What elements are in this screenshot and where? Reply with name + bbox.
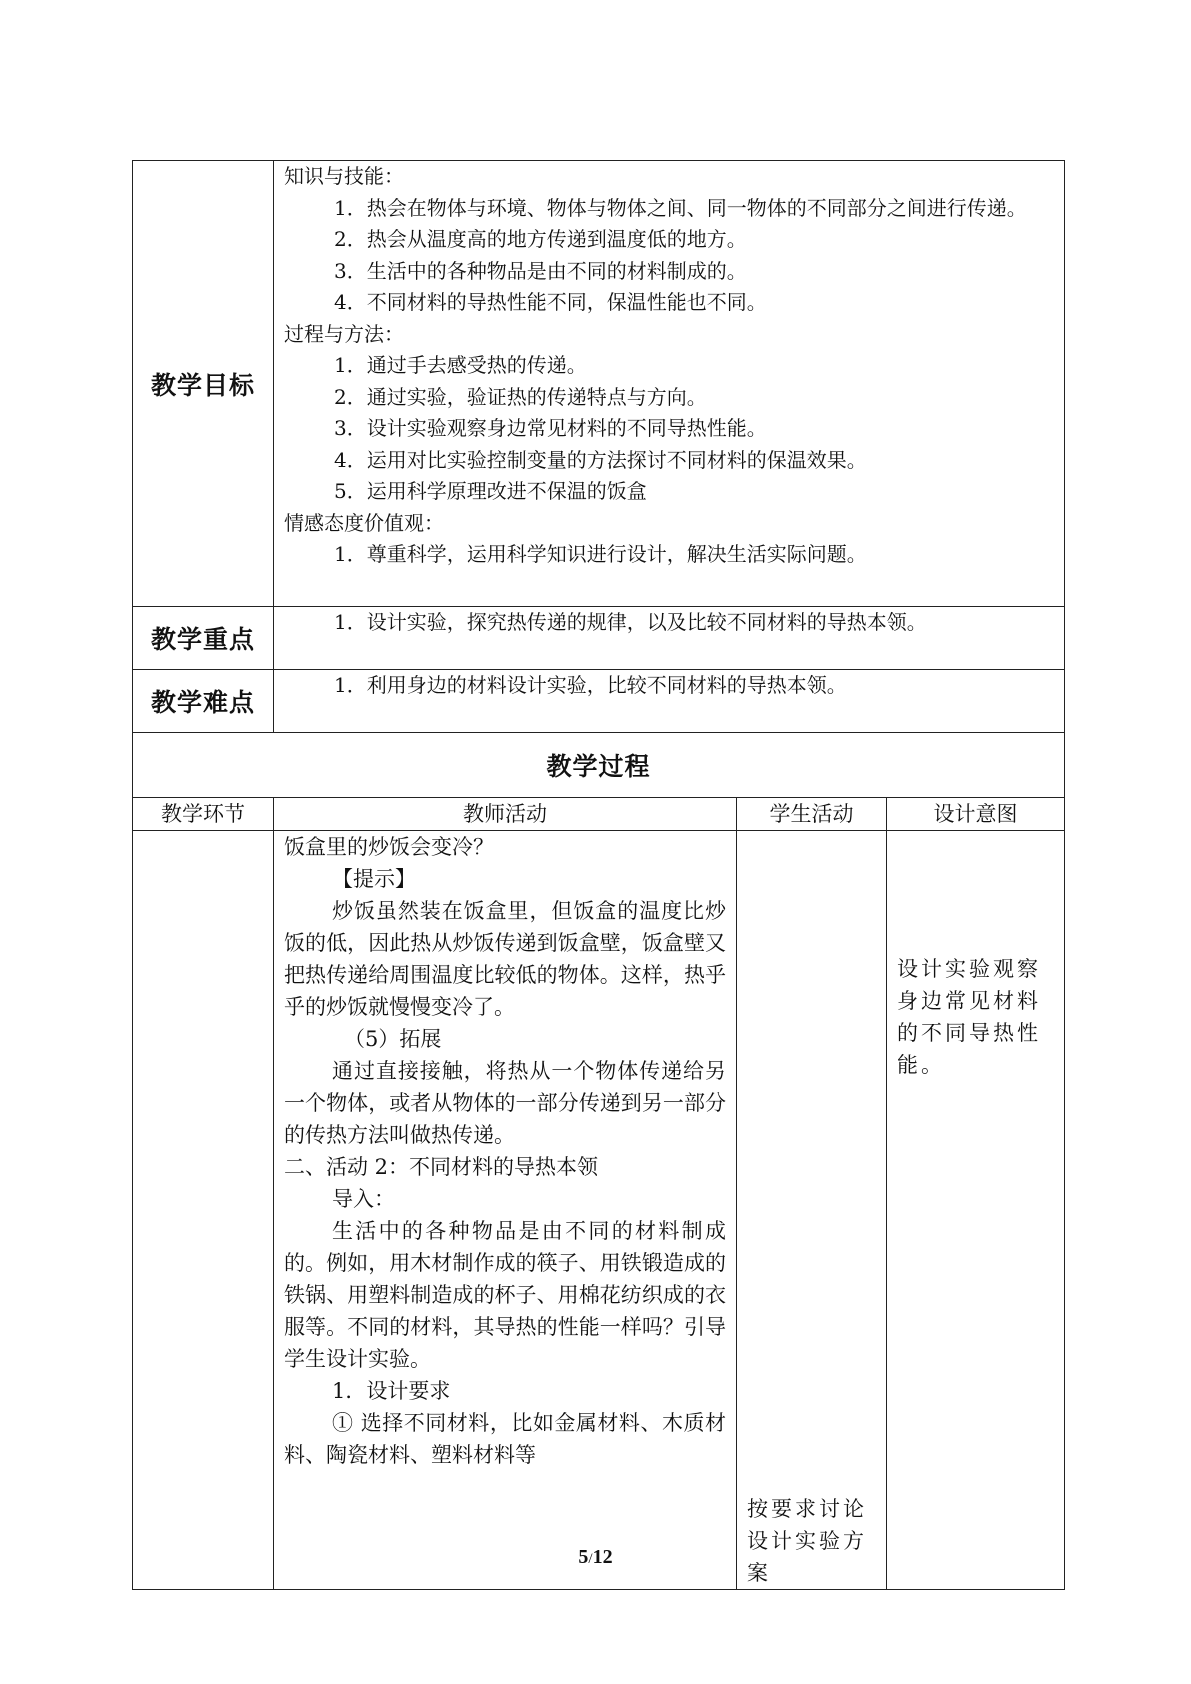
student-activity-cell <box>737 831 887 1590</box>
difficulties-label: 教学难点 <box>133 670 274 733</box>
teacher-activity-paragraph: 饭盒里的炒饭会变冷？ <box>284 835 494 859</box>
objectives-row <box>133 161 1065 607</box>
header-intent: 设计意图 <box>887 798 1065 831</box>
teacher-activity-cell <box>274 831 737 1590</box>
knowledge-item: 1．热会在物体与环境、物体与物体之间、同一物体的不同部分之间进行传递。 <box>334 195 1027 220</box>
process-item: 2．通过实验，验证热的传递特点与方向。 <box>334 384 707 409</box>
teacher-activity-paragraph: 导入： <box>332 1187 395 1211</box>
process-item: 3．设计实验观察身边常见材料的不同导热性能。 <box>334 416 767 440</box>
attitude-heading: 情感态度价值观： <box>284 510 444 535</box>
student-activity-text: 按要求讨论设计实验方案 <box>747 1497 867 1585</box>
attitude-item: 1．尊重科学，运用科学知识进行设计，解决生活实际问题。 <box>334 542 867 566</box>
design-intent-text: 设计实验观察身边常见材料的不同导热性能。 <box>897 957 1041 1077</box>
page-separator: / <box>588 1551 593 1567</box>
page-total: 12 <box>592 1546 613 1568</box>
knowledge-item: 2．热会从温度高的地方传递到温度低的地方。 <box>334 227 747 251</box>
teacher-activity-paragraph: （5）拓展 <box>344 1027 442 1051</box>
teacher-activity-paragraph: 【提示】 <box>332 867 416 891</box>
process-heading: 过程与方法： <box>284 321 404 346</box>
lesson-plan-table <box>132 160 1065 1590</box>
process-body-row <box>133 831 1065 1590</box>
header-stage: 教学环节 <box>133 798 274 831</box>
teacher-activity-paragraph: ① 选择不同材料，比如金属材料、木质材料、陶瓷材料、塑料材料等 <box>284 1411 726 1467</box>
key-points-label: 教学重点 <box>133 607 274 670</box>
page-number <box>0 1546 1191 1569</box>
design-intent-cell <box>887 831 1065 1590</box>
knowledge-item: 4．不同材料的导热性能不同，保温性能也不同。 <box>334 290 767 314</box>
process-header-row <box>133 798 1065 831</box>
key-points-text: 1．设计实验，探究热传递的规律，以及比较不同材料的导热本领。 <box>334 610 927 634</box>
header-teacher: 教师活动 <box>274 798 737 831</box>
knowledge-heading: 知识与技能： <box>284 164 404 188</box>
difficulties-content <box>274 670 1065 733</box>
difficulties-row <box>133 670 1065 733</box>
difficulties-text: 1．利用身边的材料设计实验，比较不同材料的导热本领。 <box>334 673 847 697</box>
teacher-activity-paragraph: 生活中的各种物品是由不同的材料制成的。例如，用木材制作成的筷子、用铁锻造成的铁锅、用塑料制造成的杯子、用棉花纺织成的衣服等。不同的材料，其导热的性能一样吗？引导学生设计实验。 <box>284 1219 726 1371</box>
header-student: 学生活动 <box>737 798 887 831</box>
process-item: 4．运用对比实验控制变量的方法探讨不同材料的保温效果。 <box>334 447 867 472</box>
teacher-activity-paragraph: 通过直接接触，将热从一个物体传递给另一个物体，或者从物体的一部分传递到另一部分的传热方法叫做热传递。 <box>284 1059 726 1147</box>
page-current: 5 <box>578 1546 589 1568</box>
key-points-content <box>274 607 1065 670</box>
process-item: 1．通过手去感受热的传递。 <box>334 353 587 377</box>
teacher-activity-paragraph: 1．设计要求 <box>332 1379 451 1403</box>
objectives-label: 教学目标 <box>133 161 274 607</box>
key-points-row <box>133 607 1065 670</box>
stage-cell <box>133 831 274 1590</box>
knowledge-item: 3．生活中的各种物品是由不同的材料制成的。 <box>334 258 747 283</box>
teacher-activity-paragraph: 二、活动 2：不同材料的导热本领 <box>284 1155 599 1179</box>
objectives-content <box>274 161 1065 607</box>
process-title-row <box>133 733 1065 798</box>
teacher-activity-paragraph: 炒饭虽然装在饭盒里，但饭盒的温度比炒饭的低，因此热从炒饭传递到饭盒壁，饭盒壁又把热传递给周围温度比较低的物体。这样，热乎乎的炒饭就慢慢变冷了。 <box>284 899 726 1019</box>
process-item: 5．运用科学原理改进不保温的饭盒 <box>334 479 647 503</box>
process-title: 教学过程 <box>133 733 1065 798</box>
